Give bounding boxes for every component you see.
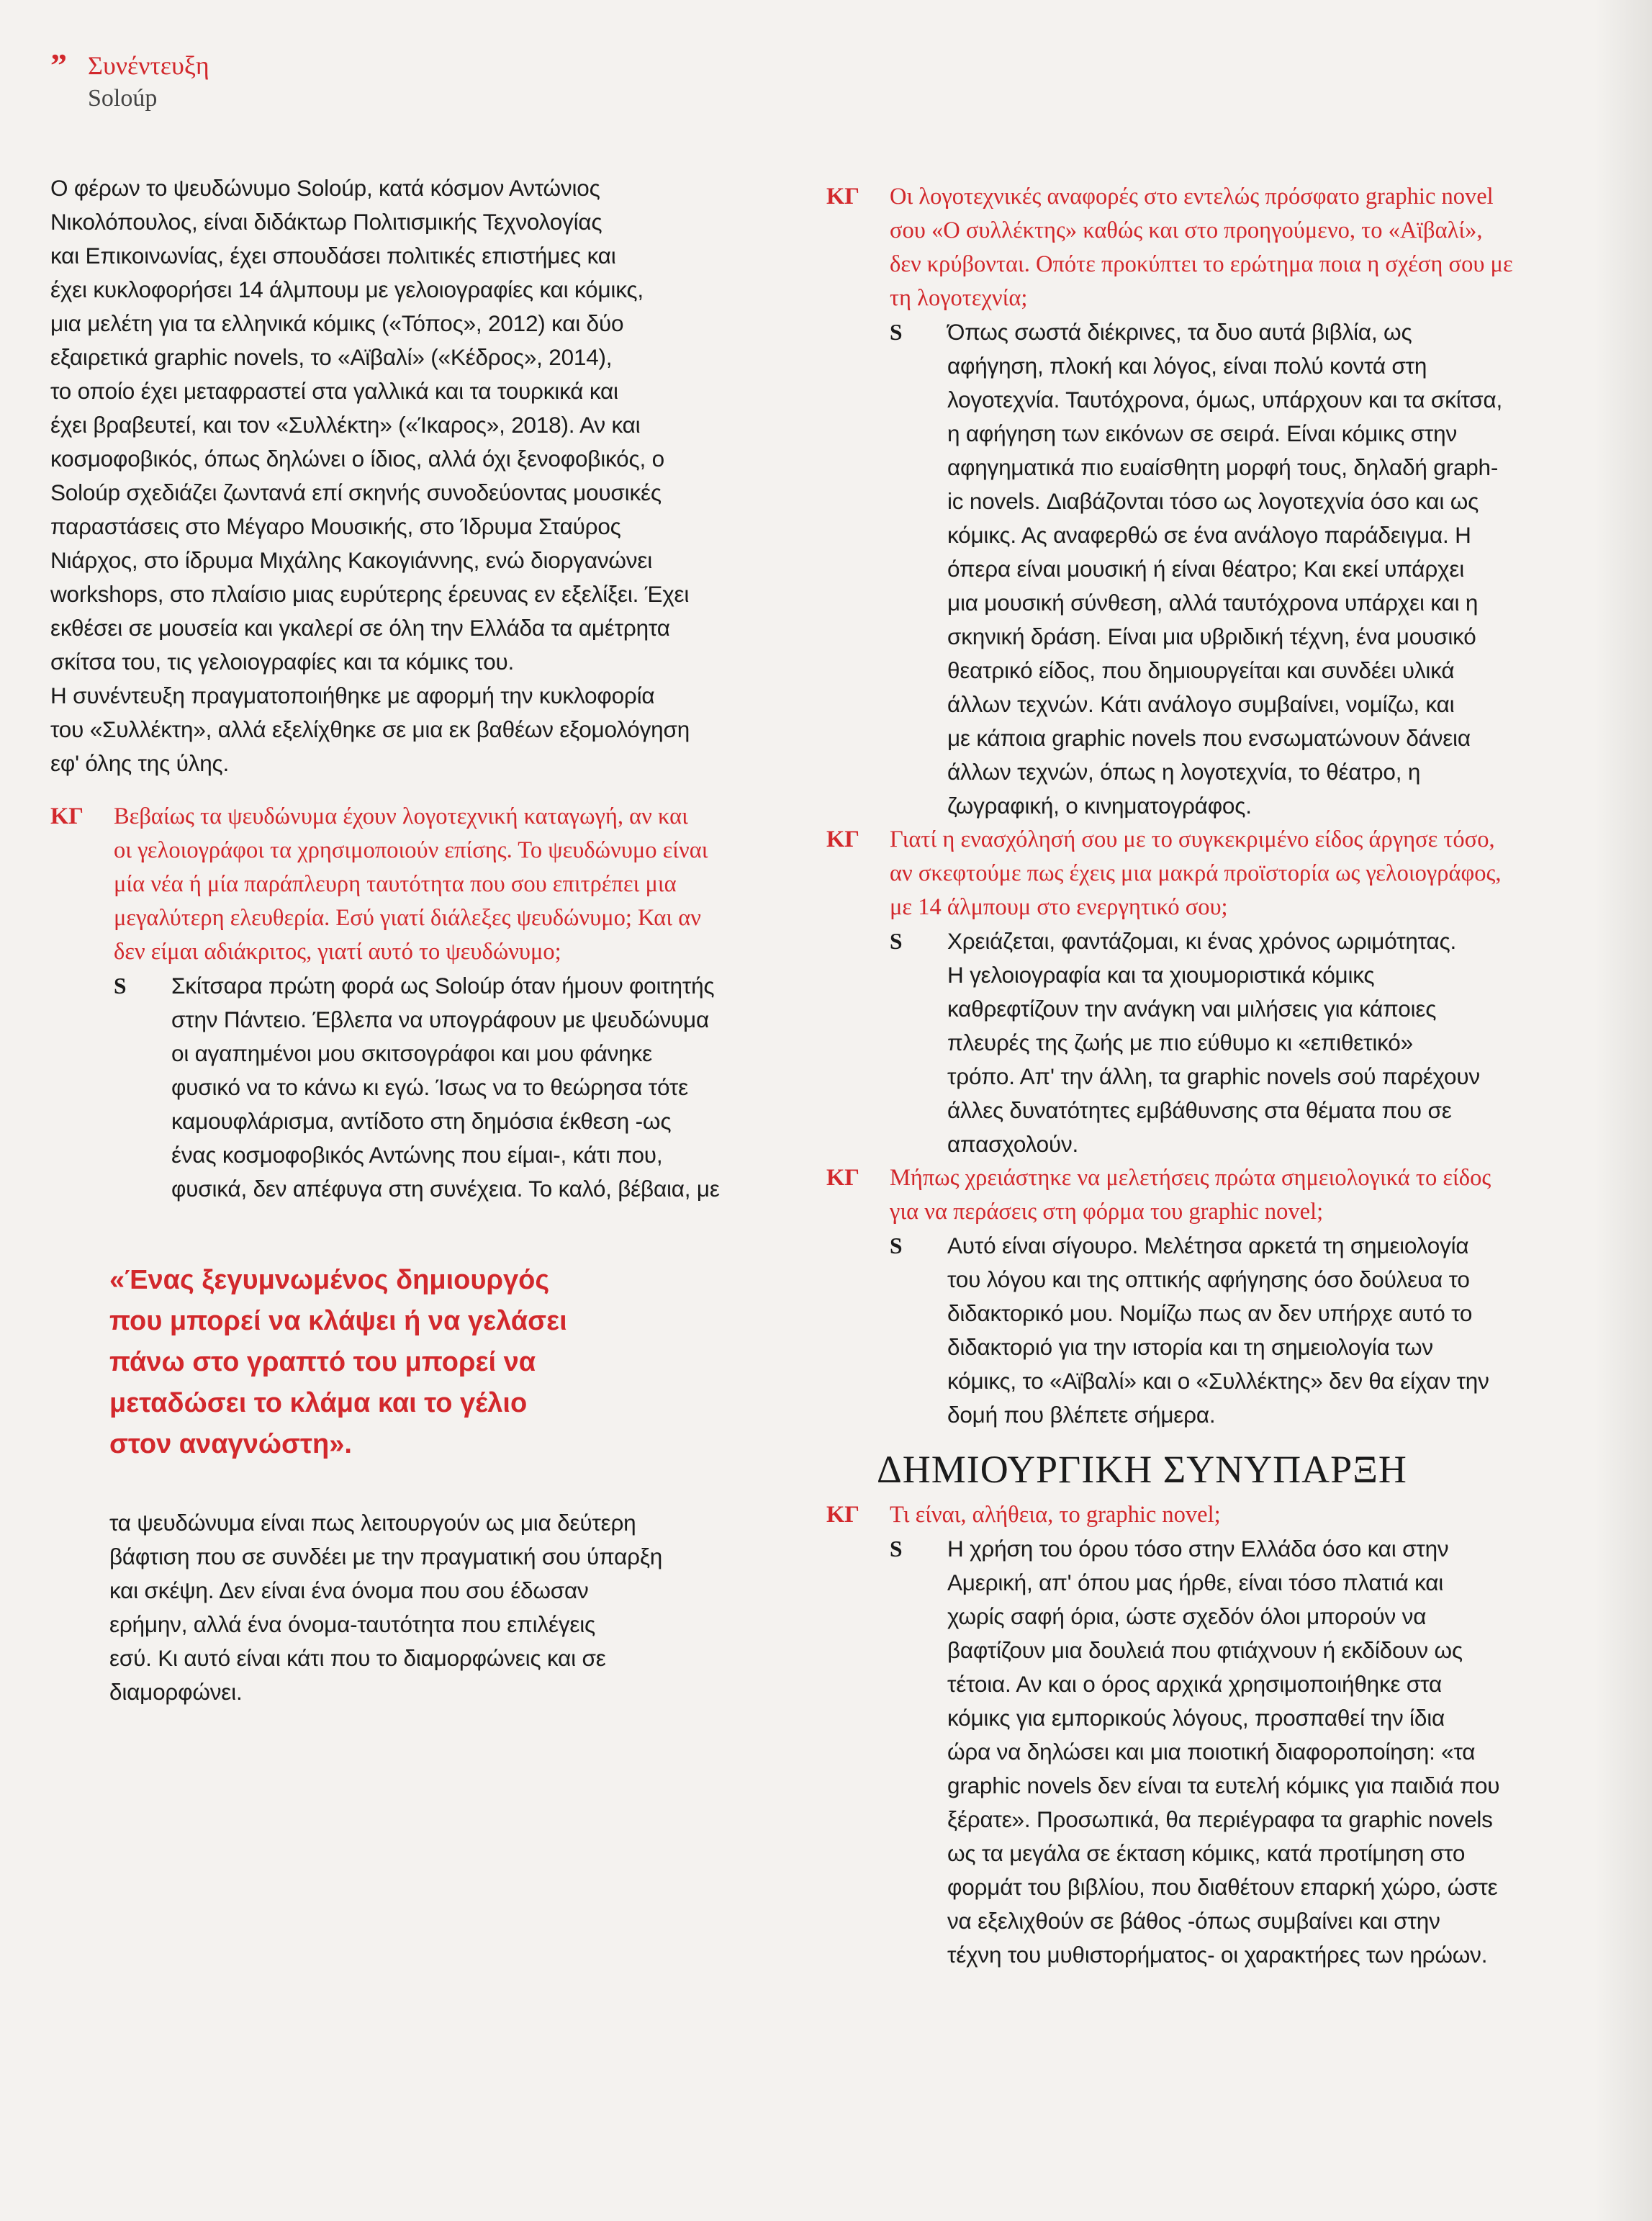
text-line: ξέρατε». Προσωπικά, θα περιέγραφα τα graphic novels: [947, 1806, 1493, 1832]
interviewee-label: S: [890, 1536, 903, 1562]
text-line: Οι λογοτεχνικές αναφορές στο εντελώς πρόσφατο graphic novel: [890, 184, 1494, 210]
question-text: [890, 184, 1513, 311]
text-line: Soloúp σχεδιάζει ζωντανά επί σκηνής συνοδεύοντας μουσικές: [50, 479, 662, 505]
text-line: δομή που βλέπετε σήμερα.: [947, 1402, 1216, 1428]
text-line: λογοτεχνία. Ταυτόχρονα, όμως, υπάρχουν και τα σκίτσα,: [947, 387, 1503, 413]
text-line: βάφτιση που σε συνδέει με την πραγματική σου ύπαρξη: [109, 1544, 663, 1569]
text-line: τρόπο. Απ' την άλλη, τα graphic novels σού παρέχουν: [947, 1063, 1480, 1089]
qa-semiotics: [826, 1161, 1589, 1432]
text-line: φυσικό να το κάνω κι εγώ. Ίσως να το θεώρησα τότε: [171, 1074, 689, 1100]
text-line: η αφήγηση των εικόνων σε σειρά. Είναι κόμικς στην: [947, 420, 1458, 446]
answer-text: [947, 928, 1480, 1157]
text-line: Αμερική, απ' όπου μας ήρθε, είναι τόσο πλατιά και: [947, 1569, 1444, 1595]
interviewee-answer: [826, 1532, 1589, 1972]
interviewee-answer: [826, 315, 1589, 823]
interviewee-label: S: [114, 973, 127, 999]
text-line: Αυτό είναι σίγουρο. Μελέτησα αρκετά τη σημειολογία: [947, 1233, 1469, 1258]
interviewer-question: [826, 823, 1589, 924]
qa-pseudonym: [50, 800, 792, 1206]
text-line: παραστάσεις στο Μέγαρο Μουσικής, στο Ίδρυμα Σταύρος: [50, 513, 621, 539]
interviewee-answer: [826, 924, 1589, 1161]
interviewer-label: ΚΓ: [826, 184, 859, 210]
text-line: χωρίς σαφή όρια, ώστε σχεδόν όλοι μπορούν να: [947, 1603, 1427, 1629]
text-line: Η χρήση του όρου τόσο στην Ελλάδα όσο και στην: [947, 1536, 1449, 1562]
pull-quote: [109, 1260, 685, 1465]
question-text: [890, 1502, 1221, 1528]
text-line: διδακτοριό για την ιστορία και τη σημειολογία των: [947, 1334, 1433, 1360]
text-line: και σκέψη. Δεν είναι ένα όνομα που σου έδωσαν: [109, 1577, 589, 1603]
question-text: [890, 826, 1502, 920]
qa-definition: [826, 1498, 1589, 1972]
text-line: τέτοια. Αν και ο όρος αρχικά χρησιμοποιήθηκε στα: [947, 1671, 1442, 1697]
interviewer-question: [826, 180, 1589, 315]
interviewee-label: S: [890, 929, 903, 954]
text-line: οι γελοιογράφοι τα χρησιμοποιούν επίσης. Το ψευδώνυμο είναι: [114, 837, 708, 863]
text-line: μεγαλύτερη ελευθερία. Εσύ γιατί διάλεξες ψευδώνυμο; Και αν: [114, 905, 701, 931]
text-line: Γιατί η ενασχόλησή σου με το συγκεκριμένο είδος άργησε τόσο,: [890, 826, 1495, 852]
text-line: βαφτίζουν μια δουλειά που φτιάχνουν ή εκδίδουν ως: [947, 1637, 1463, 1663]
interviewer-label: ΚΓ: [50, 803, 83, 829]
text-line: σου «Ο συλλέκτης» καθώς και στο προηγούμενο, το «Αϊβαλί»,: [890, 217, 1483, 243]
answer-text: [947, 1233, 1489, 1428]
text-line: αν σκεφτούμε πως έχεις μια μακρά προϊστορία ως γελοιογράφος,: [890, 860, 1502, 886]
interviewer-question: [50, 800, 792, 969]
text-line: εξαιρετικά graphic novels, το «Αϊβαλί» («Κέδρος», 2014),: [50, 344, 613, 370]
interviewee-answer: [826, 1229, 1589, 1432]
text-line: πάνω στο γραπτό του μπορεί να: [109, 1347, 536, 1377]
text-line: διδακτορικό μου. Νομίζω πως αν δεν υπήρχε αυτό το: [947, 1300, 1473, 1326]
text-line: Η συνέντευξη πραγματοποιήθηκε με αφορμή την κυκλοφορία: [50, 682, 655, 708]
text-line: αφήγηση, πλοκή και λόγος, είναι πολύ κοντά στη: [947, 353, 1427, 379]
left-column: [50, 171, 792, 1206]
text-line: για να περάσεις στη φόρμα του graphic novel;: [890, 1199, 1324, 1225]
text-line: στον αναγνώστη».: [109, 1429, 352, 1459]
interviewee-label: S: [890, 320, 903, 345]
text-line: δεν κρύβονται. Οπότε προκύπτει το ερώτημα ποια η σχέση σου με: [890, 251, 1513, 277]
right-column: [826, 180, 1589, 1972]
text-line: Μήπως χρειάστηκε να μελετήσεις πρώτα σημειολογικά το είδος: [890, 1165, 1491, 1191]
text-line: Όπως σωστά διέκρινες, τα δυο αυτά βιβλία, ως: [947, 319, 1412, 345]
text-line: καθρεφτίζουν την ανάγκη ναι μιλήσεις για κάποιες: [947, 996, 1437, 1022]
text-line: ζωγραφική, ο κινηματογράφος.: [947, 793, 1252, 819]
text-line: άλλες δυνατότητες εμβάθυνσης στα θέματα που σε: [947, 1097, 1452, 1123]
answer-text: [171, 973, 720, 1202]
text-line: έχει βραβευτεί, και τον «Συλλέκτη» («Ίκαρος», 2018). Αν και: [50, 412, 641, 438]
answer-text: [947, 319, 1502, 819]
section-title: Συνέντευξη: [88, 51, 209, 80]
text-line: μια μελέτη για τα ελληνικά κόμικς («Τόπος», 2012) και δύο: [50, 310, 624, 336]
text-line: graphic novels δεν είναι τα ευτελή κόμικς για παιδιά που: [947, 1772, 1500, 1798]
text-line: τέχνη του μυθιστορήματος- οι χαρακτήρες των ηρώων.: [947, 1942, 1488, 1968]
text-line: μια μουσική σύνθεση, αλλά ταυτόχρονα υπάρχει και η: [947, 590, 1479, 616]
text-line: διαμορφώνει.: [109, 1679, 243, 1705]
text-line: θεατρικό είδος, που δημιουργείται και συνδέει υλικά: [947, 657, 1455, 683]
text-line: στην Πάντειο. Έβλεπα να υπογράφουν με ψευδώνυμα: [171, 1006, 710, 1032]
text-line: τη λογοτεχνία;: [890, 285, 1028, 311]
text-line: κοσμοφοβικός, όπως δηλώνει ο ίδιος, αλλά όχι ξενοφοβικός, ο: [50, 446, 664, 472]
text-line: του λόγου και της οπτικής αφήγησης όσο δούλευα το: [947, 1266, 1470, 1292]
text-line: που μπορεί να κλάψει ή να γελάσει: [109, 1306, 567, 1336]
text-line: οι αγαπημένοι μου σκιτσογράφοι και μου φάνηκε: [171, 1040, 652, 1066]
text-line: ώρα να δηλώσει και μια ποιοτική διαφοροποίηση: «τα: [947, 1739, 1476, 1765]
text-line: ως τα μεγάλα σε έκταση κόμικς, κατά προτίμηση στο: [947, 1840, 1466, 1866]
text-line: του «Συλλέκτη», αλλά εξελίχθηκε σε μια εκ βαθέων εξομολόγηση: [50, 716, 690, 742]
intro-paragraph: [50, 171, 792, 780]
text-line: όπερα είναι μουσική ή είναι θέατρο; Και εκεί υπάρχει: [947, 556, 1465, 582]
text-line: με κάποια graphic novels που ενσωματώνουν δάνεια: [947, 725, 1471, 751]
text-line: Σκίτσαρα πρώτη φορά ως Soloúp όταν ήμουν φοιτητής: [171, 973, 715, 999]
text-line: φορμάτ του βιβλίου, που διαθέτουν επαρκή χώρο, ώστε: [947, 1874, 1498, 1900]
text-line: μία νέα ή μία παράπλευρη ταυτότητα που σου επιτρέπει μια: [114, 871, 677, 897]
answer-text: [947, 1536, 1499, 1968]
text-line: το οποίο έχει μεταφραστεί στα γαλλικά και τα τουρκικά και: [50, 378, 618, 404]
interviewee-answer: [50, 969, 792, 1206]
interviewee-label: S: [890, 1233, 903, 1258]
text-line: φυσικά, δεν απέφυγα στη συνέχεια. Το καλό, βέβαια, με: [171, 1176, 720, 1202]
text-line: Νικολόπουλος, είναι διδάκτωρ Πολιτισμικής Τεχνολογίας: [50, 209, 602, 235]
text-line: εσύ. Κι αυτό είναι κάτι που το διαμορφώνεις και σε: [109, 1645, 606, 1671]
question-text: [890, 1165, 1491, 1225]
text-line: άλλων τεχνών. Κάτι ανάλογο συμβαίνει, νομίζω, και: [947, 691, 1455, 717]
page-edge-shadow: [1594, 0, 1652, 2221]
interviewer-question: [826, 1498, 1589, 1532]
section-subheading: ΔΗΜΙΟΥΡΓΙΚΗ ΣΥΝΥΠΑΡΞΗ: [877, 1448, 1407, 1491]
text-line: εκθέσει σε μουσεία και γκαλερί σε όλη την Ελλάδα τα αμέτρητα: [50, 615, 670, 641]
text-line: άλλων τεχνών, όπως η λογοτεχνία, το θέατρο, η: [947, 759, 1421, 785]
qa-late-start: [826, 823, 1589, 1161]
text-line: Νιάρχος, στο ίδρυμα Μιχάλης Κακογιάννης, ενώ διοργανώνει: [50, 547, 652, 573]
text-line: Ο φέρων το ψευδώνυμο Soloúp, κατά κόσμον Αντώνιος: [50, 175, 600, 201]
text-line: σκηνική δράση. Είναι μια υβριδική τέχνη, ένα μουσικό: [947, 623, 1476, 649]
text-line: Τι είναι, αλήθεια, το graphic novel;: [890, 1502, 1221, 1528]
quote-mark-icon: ”: [50, 47, 67, 84]
interviewee-name: Soloúp: [88, 85, 158, 112]
text-line: πλευρές της ζωής με πιο εύθυμο κι «επιθετικό»: [947, 1030, 1413, 1055]
text-line: ερήμην, αλλά ένα όνομα-ταυτότητα που επιλέγεις: [109, 1611, 595, 1637]
text-line: μεταδώσει το κλάμα και το γέλιο: [109, 1388, 528, 1418]
text-line: κόμικς για εμπορικούς λόγους, προσπαθεί την ίδια: [947, 1705, 1445, 1731]
text-line: τα ψευδώνυμα είναι πως λειτουργούν ως μια δεύτερη: [109, 1510, 636, 1536]
text-line: ένας κοσμοφοβικός Αντώνης που είμαι-, κάτι που,: [171, 1142, 663, 1168]
text-line: και Επικοινωνίας, έχει σπουδάσει πολιτικές επιστήμες και: [50, 243, 616, 269]
text-line: Η γελοιογραφία και τα χιουμοριστικά κόμικς: [947, 962, 1375, 988]
text-line: Χρειάζεται, φαντάζομαι, κι ένας χρόνος ωριμότητας.: [947, 928, 1457, 954]
text-line: Βεβαίως τα ψευδώνυμα έχουν λογοτεχνική καταγωγή, αν και: [114, 803, 688, 829]
text-line: σκίτσα του, τις γελοιογραφίες και τα κόμικς του.: [50, 649, 515, 675]
interviewer-label: ΚΓ: [826, 1165, 859, 1191]
text-line: αφηγηματικά πιο ευαίσθητη μορφή τους, δηλαδή graph-: [947, 454, 1499, 480]
question-text: [114, 803, 708, 965]
text-line: ic novels. Διαβάζονται τόσο ως λογοτεχνία όσο και ως: [947, 488, 1479, 514]
interviewer-question: [826, 1161, 1589, 1229]
text-line: workshops, στο πλαίσιο μιας ευρύτερης έρευνας εν εξελίξει. Έχει: [50, 581, 690, 607]
text-line: κόμικς, το «Αϊβαλί» και ο «Συλλέκτης» δεν θα είχαν την: [947, 1368, 1489, 1394]
text-line: καμουφλάρισμα, αντίδοτο στη δημόσια έκθεση -ως: [171, 1108, 672, 1134]
interviewer-label: ΚΓ: [826, 826, 859, 852]
text-line: κόμικς. Ας αναφερθώ σε ένα ανάλογο παράδειγμα. Η: [947, 522, 1471, 548]
text-line: δεν είμαι αδιάκριτος, γιατί αυτό το ψευδώνυμο;: [114, 939, 561, 965]
interviewer-label: ΚΓ: [826, 1502, 859, 1528]
text-line: έχει κυκλοφορήσει 14 άλμπουμ με γελοιογραφίες και κόμικς,: [50, 276, 644, 302]
text-line: να εξελιχθούν σε βάθος -όπως συμβαίνει και στην: [947, 1908, 1440, 1934]
answer-continuation: [109, 1506, 793, 1709]
qa-literature: [826, 180, 1589, 823]
text-line: εφ' όλης της ύλης.: [50, 750, 230, 776]
text-line: με 14 άλμπουμ στο ενεργητικό σου;: [890, 894, 1228, 920]
text-line: απασχολούν.: [947, 1131, 1079, 1157]
text-line: «Ένας ξεγυμνωμένος δημιουργός: [109, 1265, 550, 1295]
